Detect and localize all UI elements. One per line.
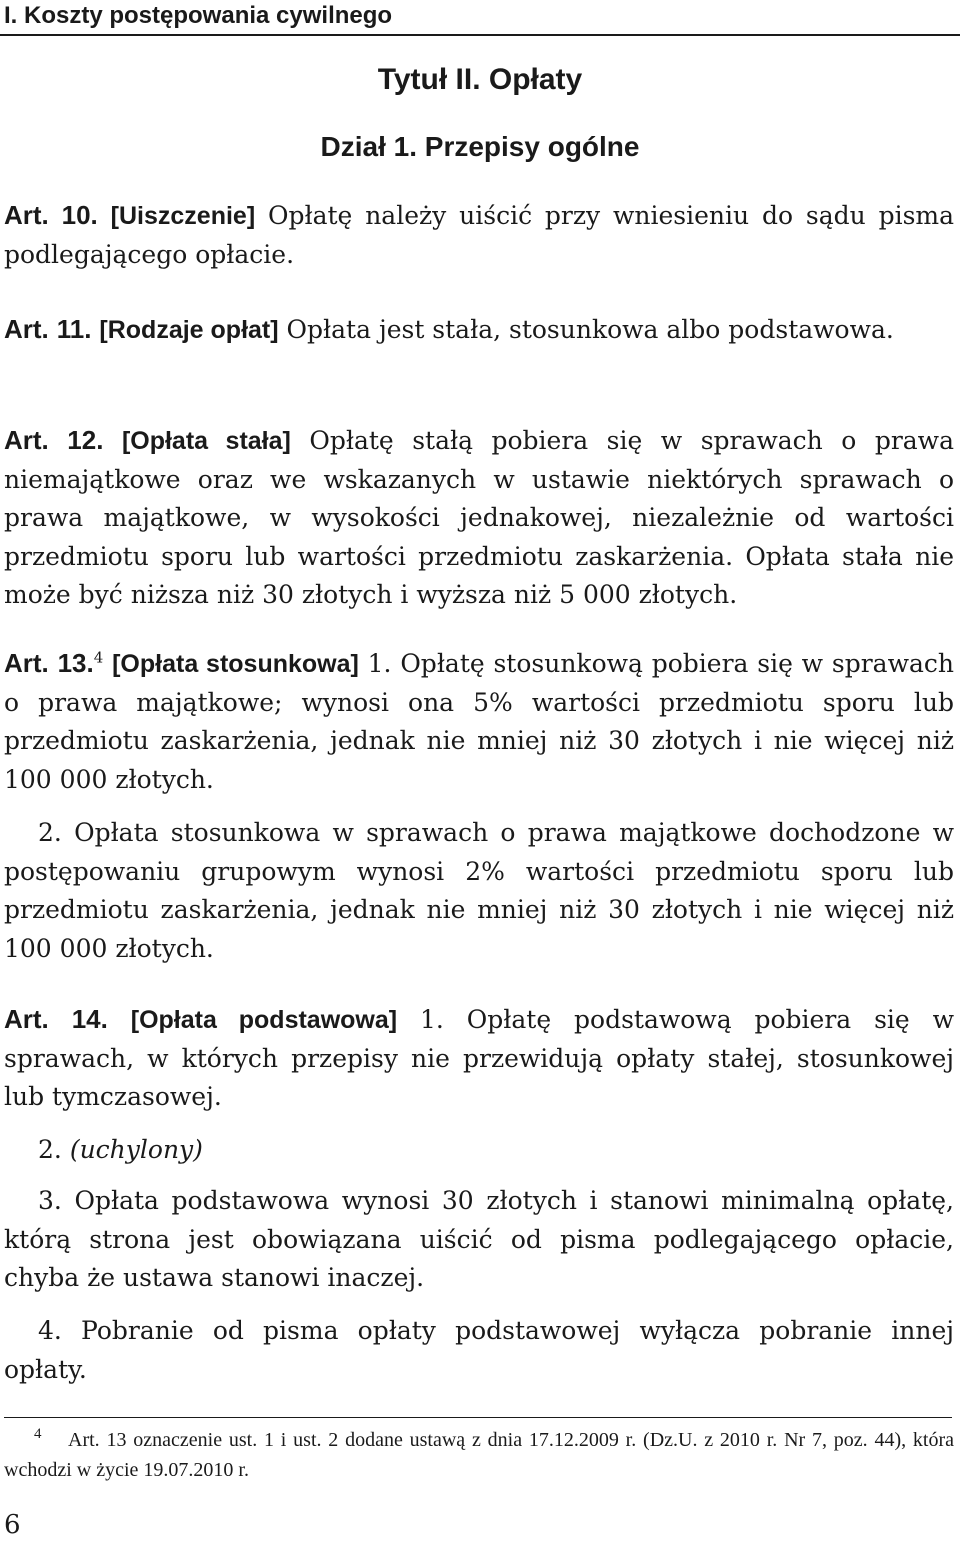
- footnote-text: Art. 13 oznaczenie ust. 1 i ust. 2 dodane ustawą z dnia 17.12.2009 r. (Dz.U. z 2010 r. Nr 7, poz. 44), która wchodzi w życie 19.07.2010 r.: [4, 1429, 954, 1481]
- article-13-paragraph-2: 2. Opłata stosunkowa w sprawach o prawa majątkowe dochodzone w postępowaniu grupowym wynosi 2% wartości przedmiotu sporu lub przedmiotu zaskarżenia, jednak nie mniej niż 30 złotych i nie więcej niż 100 000 złotych.: [4, 818, 954, 963]
- art-heading: [Opłata podstawowa]: [130, 1006, 398, 1034]
- art-number: 14.: [71, 1004, 108, 1034]
- title-heading: Tytuł II. Opłaty: [377, 63, 583, 96]
- art-label: Art.: [4, 200, 49, 230]
- article-13: [4, 644, 954, 799]
- art-paragraph-1: 1. Opłatę podstawową pobiera się w sprawach, w których przepisy nie przewidują opłaty stałej, stosunkowej lub tymczasowej.: [4, 1005, 955, 1111]
- art-heading: [Uiszczenie]: [110, 202, 256, 230]
- footnote-reference: 4: [93, 648, 104, 667]
- footnote-separator: [4, 1417, 952, 1418]
- art-label: Art.: [4, 648, 49, 678]
- art-heading: [Rodzaje opłat]: [99, 316, 279, 344]
- art-heading: [Opłata stała]: [121, 427, 291, 455]
- art-text: Opłatę należy uiścić przy wniesieniu do sądu pisma podlegającego opłacie.: [4, 201, 955, 269]
- art-text: Opłatę stałą pobiera się w sprawach o prawa niemajątkowe oraz we wskazanych w ustawie niektórych sprawach o prawa majątkowe, w wysokości jednakowej, niezależnie od wartości przedmiotu sporu lub wartości przedmiotu zaskarżenia. Opłata stała nie może być niższa niż 30 złotych i wyższa niż 5 000 złotych.: [4, 426, 954, 609]
- art-number: 12.: [67, 425, 104, 455]
- running-title: I. Koszty postępowania cywilnego: [4, 2, 393, 29]
- art-number: 11.: [56, 314, 92, 344]
- art-text: Opłata jest stała, stosunkowa albo podstawowa.: [286, 315, 894, 344]
- art-label: Art.: [4, 1004, 49, 1034]
- section-heading: Dział 1. Przepisy ogólne: [320, 131, 640, 162]
- art-label: Art.: [4, 425, 49, 455]
- article-11: [4, 310, 954, 350]
- article-14: [4, 1000, 954, 1117]
- repealed-note: (uchylony): [69, 1135, 203, 1164]
- article-14-paragraph-2: [4, 1131, 954, 1170]
- article-14-paragraph-3: 3. Opłata podstawowa wynosi 30 złotych i stanowi minimalną opłatę, którą strona jest obowiązana uiścić od pisma podlegającego opłacie, chyba że ustawa stanowi inaczej.: [4, 1186, 954, 1292]
- art-number: 10.: [61, 200, 98, 230]
- paragraph-number: 2.: [38, 1135, 62, 1164]
- article-12: [4, 421, 954, 615]
- article-10: [4, 196, 954, 274]
- article-14-paragraph-4: 4. Pobranie od pisma opłaty podstawowej wyłącza pobranie innej opłaty.: [4, 1316, 954, 1384]
- art-heading: [Opłata stosunkowa]: [112, 650, 359, 678]
- footnote: $^4$ Art. 13 oznaczenie ust. 1 i ust. 2 dodane ustawą z dnia 17.12.2009 r. (Dz.U. z 2010 r. Nr 7, poz. 44), która wchodzi w życie 19.07.2010 r.: [4, 1426, 954, 1481]
- art-number: 13.: [57, 648, 94, 678]
- page-number: 6: [4, 1510, 21, 1540]
- art-paragraph-1: 1. Opłatę stosunkową pobiera się w sprawach o prawa majątkowe; wynosi ona 5% wartości przedmiotu sporu lub przedmiotu zaskarżenia, jednak nie mniej niż 30 złotych i nie więcej niż 100 000 złotych.: [4, 649, 954, 794]
- art-label: Art.: [4, 314, 49, 344]
- running-header: [0, 0, 960, 36]
